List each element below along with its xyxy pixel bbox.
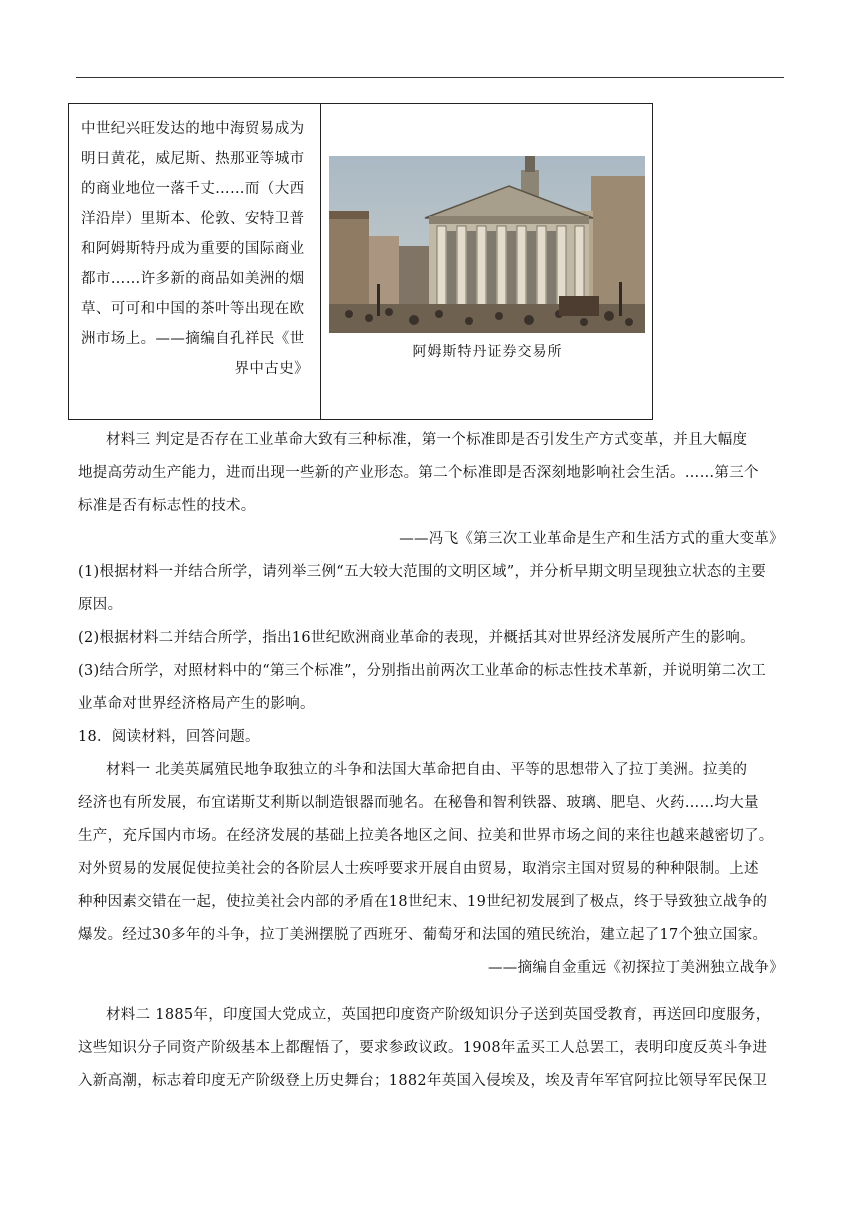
- question-18-header: 18．阅读材料，回答问题。: [78, 729, 260, 745]
- excerpt-line: 的商业地位一落千丈……而（大西: [81, 181, 305, 197]
- excerpt-line: 和阿姆斯特丹成为重要的国际商业: [81, 241, 305, 257]
- excerpt-line: 都市……许多新的商品如美洲的烟: [81, 271, 305, 287]
- paragraph-line: 经济也有所发展，布宜诺斯艾利斯以制造银器而驰名。在秘鲁和智利铁器、玻璃、肥皂、火药……均大量: [78, 795, 759, 811]
- header-rule: [76, 77, 784, 78]
- source-citation: ——冯飞《第三次工业革命是生产和生活方式的重大变革》: [399, 531, 784, 547]
- excerpt-line: 洋沿岸）里斯本、伦敦、安特卫普: [81, 211, 305, 227]
- paragraph-line: 入新高潮，标志着印度无产阶级登上历史舞台；1882年英国入侵埃及，埃及青年军官阿拉比领导军民保卫: [78, 1073, 768, 1089]
- table-divider: [320, 104, 321, 419]
- image-caption: 阿姆斯特丹证券交易所: [412, 344, 563, 360]
- excerpt-line: 界中古史》: [234, 361, 309, 377]
- paragraph-line: 生产，充斥国内市场。在经济发展的基础上拉美各地区之间、拉美和世界市场之间的来往也越来越密切了。: [78, 828, 774, 844]
- q18-material1: [78, 754, 784, 985]
- material-excerpt: [81, 114, 309, 384]
- paragraph-line: 种种因素交错在一起，使拉美社会内部的矛盾在18世纪末、19世纪初发展到了极点，终于导致独立战争的: [78, 894, 768, 910]
- excerpt-line: 明日黄花，威尼斯、热那亚等城市: [81, 151, 305, 167]
- amsterdam-exchange-photo: [329, 156, 645, 333]
- question-1-line: (1)根据材料一并结合所学，请列举三例“五大较大范围的文明区域”，并分析早期文明呈现独立状态的主要: [78, 564, 767, 580]
- paragraph-line: 对外贸易的发展促使拉美社会的各阶层人士疾呼要求开展自由贸易，取消宗主国对贸易的种种限制。上述: [78, 861, 759, 877]
- question-list-17: [78, 556, 784, 754]
- paragraph-line: 材料三 判定是否存在工业革命大致有三种标准，第一个标准即是否引发生产方式变革，并且大幅度: [106, 432, 748, 448]
- question-3-line: 业革命对世界经济格局产生的影响。: [78, 696, 315, 712]
- question-2-line: (2)根据材料二并结合所学，指出16世纪欧洲商业革命的表现，并概括其对世界经济发展所产生的影响。: [78, 630, 755, 646]
- paragraph-line: 材料一 北美英属殖民地争取独立的斗争和法国大革命把自由、平等的思想带入了拉丁美洲。拉美的: [106, 762, 748, 778]
- paragraph-line: 爆发。经过30多年的斗争，拉丁美洲摆脱了西班牙、葡萄牙和法国的殖民统治，建立起了17个独立国家。: [78, 927, 768, 943]
- question-1-line: 原因。: [78, 597, 123, 613]
- paragraph-line: 这些知识分子同资产阶级基本上都醒悟了，要求参政议政。1908年孟买工人总罢工，表明印度反英斗争进: [78, 1040, 768, 1056]
- source-citation: ——摘编自金重远《初探拉丁美洲独立战争》: [488, 960, 784, 976]
- paragraph-line: 地提高劳动生产能力，进而出现一些新的产业形态。第二个标准即是否深刻地影响社会生活。……第三个: [78, 465, 759, 481]
- q18-material2: [78, 999, 784, 1098]
- material-table: [68, 103, 653, 420]
- question-3-line: (3)结合所学，对照材料中的“第三个标准”，分别指出前两次工业革命的标志性技术革新，并说明第二次工: [78, 663, 767, 679]
- paragraph-line: 材料二 1885年，印度国大党成立，英国把印度资产阶级知识分子送到英国受教育，再送回印度服务，: [106, 1007, 771, 1023]
- excerpt-line: 草、可可和中国的茶叶等出现在欧: [81, 301, 305, 317]
- excerpt-line: 中世纪兴旺发达的地中海贸易成为: [81, 121, 305, 137]
- material3-paragraph: [78, 424, 784, 556]
- paragraph-line: 标准是否有标志性的技术。: [78, 498, 256, 514]
- excerpt-line: 洲市场上。——摘编自孔祥民《世: [81, 331, 305, 347]
